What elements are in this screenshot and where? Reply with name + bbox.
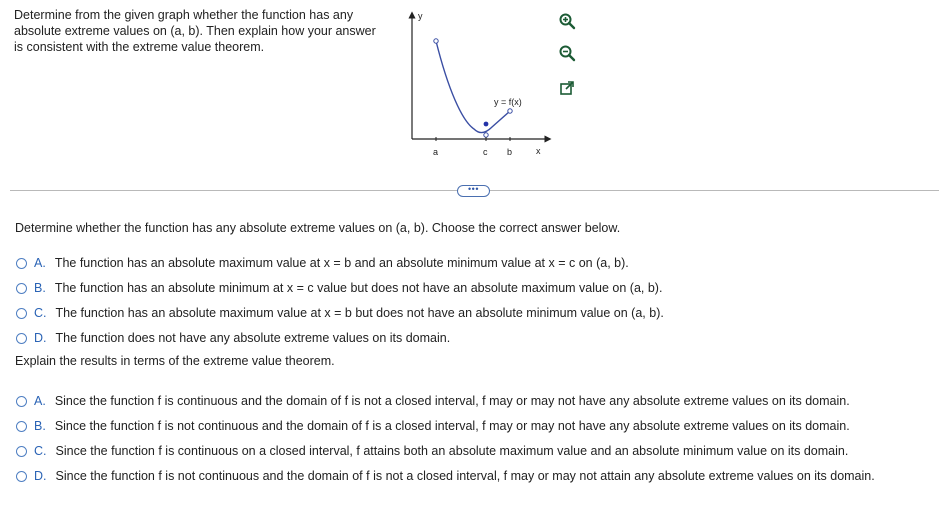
- expand-more-button[interactable]: [457, 185, 490, 197]
- option-text: The function has an absolute minimum at x = c value but does not have an absolute maximum value on (a, b).: [54, 281, 663, 295]
- part2-option-d[interactable]: [16, 467, 875, 485]
- tick-label-a: a: [433, 147, 439, 157]
- zoom-in-icon[interactable]: [556, 10, 578, 32]
- part1-option-a[interactable]: [16, 254, 629, 272]
- more-label: •••: [468, 184, 479, 194]
- option-letter: B.: [34, 281, 46, 295]
- tick-label-b: b: [507, 147, 513, 157]
- radio-button[interactable]: [16, 471, 27, 482]
- option-letter: A.: [34, 394, 46, 408]
- part2-prompt: Explain the results in terms of the extreme value theorem.: [15, 354, 335, 368]
- radio-button[interactable]: [16, 308, 27, 319]
- part2-option-c[interactable]: [16, 442, 848, 460]
- option-letter: B.: [34, 419, 46, 433]
- x-axis-label: x: [536, 146, 541, 156]
- option-letter: C.: [34, 444, 47, 458]
- option-text: The function has an absolute maximum value at x = b and an absolute minimum value at x = c on (a, b).: [54, 256, 629, 270]
- open-endpoint-a: [434, 39, 438, 43]
- popout-icon[interactable]: [556, 77, 578, 99]
- tick-label-c: c: [483, 147, 488, 157]
- radio-button[interactable]: [16, 396, 27, 407]
- radio-button[interactable]: [16, 283, 27, 294]
- option-text: Since the function f is not continuous and the domain of f is a closed interval, f may or may not have any absolute extreme values on its domain.: [54, 419, 850, 433]
- y-axis-label: y: [418, 11, 423, 21]
- option-letter: A.: [34, 256, 46, 270]
- option-text: Since the function f is not continuous and the domain of f is not a closed interval, f may or may not attain any absolute extreme values on its domain.: [55, 469, 875, 483]
- open-point-c: [484, 133, 488, 137]
- radio-button[interactable]: [16, 333, 27, 344]
- part1-option-b[interactable]: [16, 279, 662, 297]
- part1-option-c[interactable]: [16, 304, 664, 322]
- option-text: Since the function f is continuous and the domain of f is not a closed interval, f may or may not have any absolute extreme values on its domain.: [54, 394, 850, 408]
- question-text: Determine from the given graph whether the function has any absolute extreme values on (a, b). Then explain how your answer is consistent with the extreme value theorem.: [14, 8, 376, 54]
- radio-button[interactable]: [16, 446, 27, 457]
- option-text: The function has an absolute maximum value at x = b but does not have an absolute minimum value on (a, b).: [55, 306, 664, 320]
- filled-point-c: [484, 122, 489, 127]
- part2-option-a[interactable]: [16, 392, 850, 410]
- option-letter: C.: [34, 306, 47, 320]
- option-letter: D.: [34, 469, 47, 483]
- curve-label: y = f(x): [494, 97, 522, 107]
- curve: [436, 41, 510, 133]
- part2-option-b[interactable]: [16, 417, 850, 435]
- option-text: Since the function f is continuous on a closed interval, f attains both an absolute maximum value and an absolute minimum value on its domain.: [55, 444, 849, 458]
- function-graph: [402, 9, 552, 159]
- part1-prompt: Determine whether the function has any absolute extreme values on (a, b). Choose the correct answer below.: [15, 221, 621, 235]
- radio-button[interactable]: [16, 421, 27, 432]
- part1-option-d[interactable]: [16, 329, 450, 347]
- radio-button[interactable]: [16, 258, 27, 269]
- option-letter: D.: [34, 331, 47, 345]
- zoom-out-icon[interactable]: [556, 42, 578, 64]
- option-text: The function does not have any absolute extreme values on its domain.: [55, 331, 451, 345]
- open-endpoint-b: [508, 109, 512, 113]
